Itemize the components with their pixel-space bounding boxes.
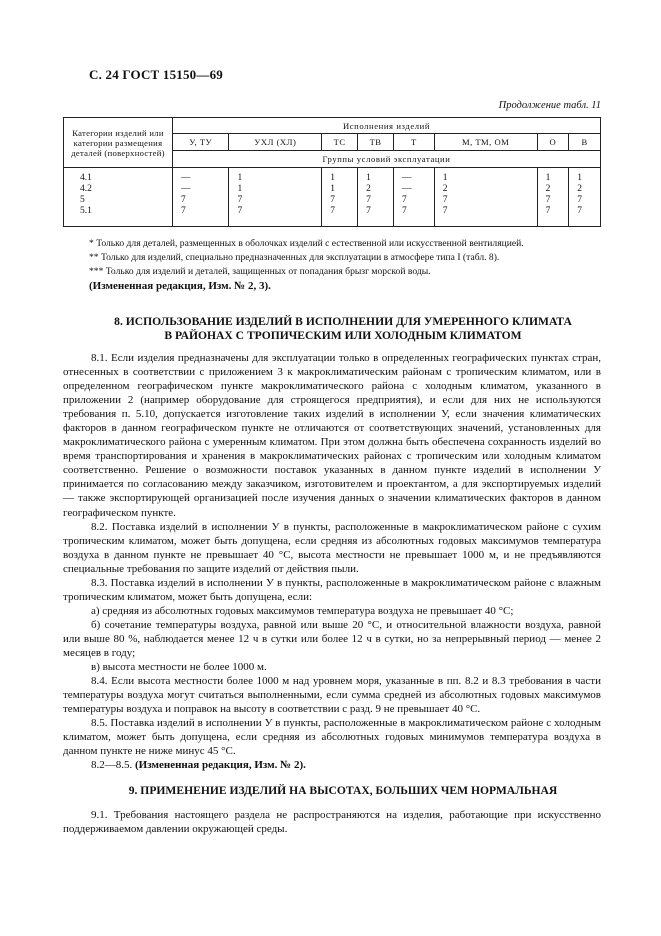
table-cell: 1 xyxy=(229,184,322,195)
paragraph-8-4: 8.4. Если высота местности более 1000 м над уровнем моря, указанные в пп. 8.2 и 8.3 требования в части температуры воздуха могут считаться выполненными, если сумма средней из абсолютных годовых максимумов температуры воздуха и поправок на высоту в соответствии с разд. 9 не превышает 40 °С. xyxy=(63,675,601,716)
table-cell: 7 xyxy=(434,195,537,206)
category-header: Категории изделий или категории размещения деталей (поверхностей) xyxy=(64,118,173,168)
list-item: б) сочетание температуры воздуха, равной или выше 20 °С, и относительной влажности воздуха, равной или выше 80 %, наблюдается менее 12 ч в сутки или более 12 ч в сутки, но за непрерывный период — менее 2 месяцев в году; xyxy=(63,618,601,659)
table-cell: 2 xyxy=(569,184,601,195)
edition-text: (Измененная редакция, Изм. № 2). xyxy=(135,759,306,772)
table-cell: 7 xyxy=(537,195,569,206)
table-cell: — xyxy=(394,184,435,195)
column-header: УХЛ (ХЛ) xyxy=(229,134,322,151)
category-cell: 5.1 xyxy=(64,206,173,227)
footnote: * Только для деталей, размещенных в оболочках изделий с естественной или искусственной вентиляцией. xyxy=(89,238,524,249)
table-cell: 1 xyxy=(322,168,358,185)
paragraph-8-1: 8.1. Если изделия предназначены для эксплуатации только в определенных географических пунктах стран, отнесенных в соответствии с приложением 3 к макроклиматическим районам с тропическим климатом, или в определенном географическом пункте макроклиматического района с холодным климатом, указанного в приложении 2 (например оборудование для строящегося предприятия), и если для них не используются требования п. 5.10, допускается изготовление таких изделий в исполнении У, если значения климатических факторов в данном географическом пункте не отличаются от соответствующих значений, установленных для макроклиматического района с умеренным климатом. При этом должна быть обеспечена сохранность изделий во время транспортирования и хранения в макроклиматических районах с тропическим или холодным климатом соответственно. Решение о возможности поставок указанных в данном пункте изделий в исполнении У принимается по согласованию между заказчиком, изготовителем и проектантом, а для экспортируемых изделий — также экспортирующей организацией после изучения данных о значении климатических факторов в данном географическом пункте. xyxy=(63,352,601,519)
table-cell: 1 xyxy=(229,168,322,185)
table-cell: 2 xyxy=(434,184,537,195)
column-header: М, ТМ, ОМ xyxy=(434,134,537,151)
executions-header: Исполнения изделий xyxy=(173,118,601,134)
footnote: ** Только для изделий, специально предназначенных для эксплуатации в атмосфере типа I (табл. 8). xyxy=(89,252,500,263)
table-cell: 7 xyxy=(537,206,569,227)
category-cell: 4.2 xyxy=(64,184,173,195)
footnote: *** Только для изделий и деталей, защищенных от попадания брызг морской воды. xyxy=(89,266,431,277)
paragraph-8-3: 8.3. Поставка изделий в исполнении У в пункты, расположенные в макроклиматическом районе с влажным тропическим климатом, может быть допущена, если: xyxy=(63,576,601,603)
table-row xyxy=(64,168,601,185)
table-cell: 1 xyxy=(322,184,358,195)
column-header: О xyxy=(537,134,569,151)
paragraph-8-5: 8.5. Поставка изделий в исполнении У в пункты, расположенные в макроклиматическом районе с холодным климатом, может быть допущена, если средняя из абсолютных годовых минимумов температура воздуха в данном пункте не ниже минус 45 °С. xyxy=(63,717,601,758)
paragraph-9-1: 9.1. Требования настоящего раздела не распространяются на изделия, работающие при искусственно поддерживаемом давлении окружающей среды. xyxy=(63,809,601,836)
category-cell: 4.1 xyxy=(64,168,173,185)
table-cell: 7 xyxy=(569,206,601,227)
table-cell: 7 xyxy=(394,206,435,227)
list-item: а) средняя из абсолютных годовых максимумов температура воздуха не превышает 40 °С; xyxy=(91,604,514,617)
list-item: в) высота местности не более 1000 м. xyxy=(91,661,267,674)
table-footnotes xyxy=(89,237,601,293)
edition-note: (Измененная редакция, Изм. № 2, 3). xyxy=(89,280,271,292)
table-cell: 1 xyxy=(569,168,601,185)
table-cell: 2 xyxy=(358,184,394,195)
table-cell: 1 xyxy=(358,168,394,185)
table-cell: 1 xyxy=(434,168,537,185)
section-title-line: 8. ИСПОЛЬЗОВАНИЕ ИЗДЕЛИЙ В ИСПОЛНЕНИИ ДЛЯ УМЕРЕННОГО КЛИМАТА xyxy=(114,315,572,328)
table-cell: 7 xyxy=(173,206,229,227)
category-cell: 5 xyxy=(64,195,173,206)
table-cell: 7 xyxy=(322,195,358,206)
table-cell: 1 xyxy=(537,168,569,185)
column-header: У, ТУ xyxy=(173,134,229,151)
table-11 xyxy=(63,117,601,227)
table-row xyxy=(64,195,601,206)
table-continuation-label: Продолжение табл. 11 xyxy=(498,100,601,111)
column-header: Т xyxy=(394,134,435,151)
table-cell: 7 xyxy=(358,206,394,227)
column-header: В xyxy=(569,134,601,151)
section-title-line: В РАЙОНАХ С ТРОПИЧЕСКИМ ИЛИ ХОЛОДНЫМ КЛИМАТОМ xyxy=(164,329,522,342)
table-cell: 7 xyxy=(229,206,322,227)
section-8-title xyxy=(63,315,623,343)
table-cell: 7 xyxy=(394,195,435,206)
table-cell: 7 xyxy=(358,195,394,206)
paragraph-8-2: 8.2. Поставка изделий в исполнении У в пункты, расположенные в макроклиматическом районе с сухим тропическим климатом, может быть допущена, если средняя из абсолютных годовых максимумов температура воздуха в данном пункте не превышает 40 °С, высота местности не превышает 1000 м, и не предъявляются специальные требования по защите изделий от действия пыли. xyxy=(63,520,601,575)
section-9-title: 9. ПРИМЕНЕНИЕ ИЗДЕЛИЙ НА ВЫСОТАХ, БОЛЬШИХ ЧЕМ НОРМАЛЬНАЯ xyxy=(128,784,558,797)
section-9-body xyxy=(63,808,601,836)
table-cell: 7 xyxy=(229,195,322,206)
table-cell: 2 xyxy=(537,184,569,195)
table-cell: 7 xyxy=(173,195,229,206)
groups-header: Группы условий эксплуатации xyxy=(173,151,601,168)
page-header: С. 24 ГОСТ 15150—69 xyxy=(89,67,223,82)
table-cell: — xyxy=(394,168,435,185)
table-cell: 7 xyxy=(322,206,358,227)
edition-prefix: 8.2—8.5. xyxy=(91,759,133,772)
section-8-body xyxy=(63,351,601,772)
edition-note xyxy=(63,758,601,772)
column-header: ТВ xyxy=(358,134,394,151)
table-cell: — xyxy=(173,168,229,185)
table-cell: — xyxy=(173,184,229,195)
column-header: ТС xyxy=(322,134,358,151)
table-cell: 7 xyxy=(434,206,537,227)
table-row xyxy=(64,206,601,227)
table-cell: 7 xyxy=(569,195,601,206)
table-row xyxy=(64,184,601,195)
